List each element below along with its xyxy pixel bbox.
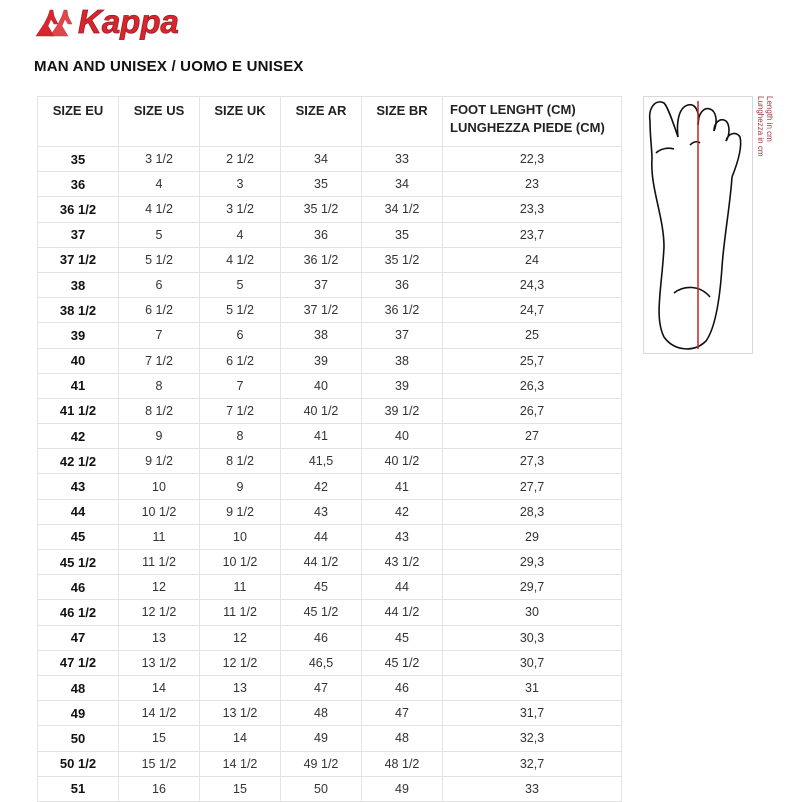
cell-size-us: 7: [119, 323, 200, 348]
cell-size-us: 6: [119, 272, 200, 297]
cell-size-br: 40 1/2: [362, 449, 443, 474]
table-row: [38, 449, 622, 474]
cell-foot-length: 23: [443, 172, 622, 197]
header-size-eu: SIZE EU: [38, 97, 119, 147]
cell-size-ar: 49 1/2: [281, 751, 362, 776]
cell-foot-length: 23,7: [443, 222, 622, 247]
cell-size-uk: 5: [200, 272, 281, 297]
cell-size-eu: 41: [38, 373, 119, 398]
header-size-us: SIZE US: [119, 97, 200, 147]
cell-foot-length: 27,7: [443, 474, 622, 499]
cell-size-ar: 34: [281, 147, 362, 172]
header-foot-length: [443, 97, 622, 147]
table-row: [38, 222, 622, 247]
cell-size-uk: 3 1/2: [200, 197, 281, 222]
cell-size-ar: 36 1/2: [281, 247, 362, 272]
cell-size-br: 43 1/2: [362, 550, 443, 575]
table-row: [38, 776, 622, 801]
cell-foot-length: 31: [443, 675, 622, 700]
cell-size-ar: 46,5: [281, 650, 362, 675]
cell-size-eu: 50: [38, 726, 119, 751]
cell-size-us: 15 1/2: [119, 751, 200, 776]
cell-size-br: 46: [362, 675, 443, 700]
cell-size-us: 11 1/2: [119, 550, 200, 575]
cell-size-eu: 48: [38, 675, 119, 700]
cell-size-us: 14 1/2: [119, 701, 200, 726]
cell-foot-length: 30: [443, 600, 622, 625]
cell-foot-length: 22,3: [443, 147, 622, 172]
table-row: [38, 147, 622, 172]
cell-size-us: 9 1/2: [119, 449, 200, 474]
cell-foot-length: 27,3: [443, 449, 622, 474]
cell-foot-length: 30,7: [443, 650, 622, 675]
table-row: [38, 675, 622, 700]
cell-size-us: 12 1/2: [119, 600, 200, 625]
cell-size-uk: 6 1/2: [200, 348, 281, 373]
cell-size-uk: 10: [200, 524, 281, 549]
cell-size-us: 10 1/2: [119, 499, 200, 524]
cell-size-us: 5: [119, 222, 200, 247]
table-row: [38, 197, 622, 222]
cell-size-eu: 51: [38, 776, 119, 801]
table-row: [38, 650, 622, 675]
table-row: [38, 550, 622, 575]
cell-size-ar: 35: [281, 172, 362, 197]
cell-size-br: 35: [362, 222, 443, 247]
cell-size-ar: 44 1/2: [281, 550, 362, 575]
cell-size-uk: 8: [200, 424, 281, 449]
cell-size-eu: 39: [38, 323, 119, 348]
header-foot-length-it: LUNGHEZZA PIEDE (CM): [450, 120, 605, 135]
cell-size-br: 41: [362, 474, 443, 499]
table-row: [38, 172, 622, 197]
cell-foot-length: 26,3: [443, 373, 622, 398]
table-row: [38, 373, 622, 398]
cell-size-uk: 13: [200, 675, 281, 700]
cell-size-ar: 43: [281, 499, 362, 524]
cell-foot-length: 29,7: [443, 575, 622, 600]
cell-size-ar: 37 1/2: [281, 298, 362, 323]
header-size-uk: SIZE UK: [200, 97, 281, 147]
cell-foot-length: 33: [443, 776, 622, 801]
cell-size-uk: 5 1/2: [200, 298, 281, 323]
cell-size-uk: 7 1/2: [200, 398, 281, 423]
cell-size-eu: 44: [38, 499, 119, 524]
cell-size-us: 9: [119, 424, 200, 449]
cell-size-uk: 11: [200, 575, 281, 600]
cell-foot-length: 23,3: [443, 197, 622, 222]
cell-size-ar: 40: [281, 373, 362, 398]
cell-size-us: 4 1/2: [119, 197, 200, 222]
table-row: [38, 751, 622, 776]
cell-foot-length: 29: [443, 524, 622, 549]
cell-size-us: 8 1/2: [119, 398, 200, 423]
cell-size-eu: 40: [38, 348, 119, 373]
cell-size-eu: 46: [38, 575, 119, 600]
cell-size-br: 36 1/2: [362, 298, 443, 323]
cell-size-uk: 2 1/2: [200, 147, 281, 172]
cell-foot-length: 31,7: [443, 701, 622, 726]
cell-size-br: 45 1/2: [362, 650, 443, 675]
cell-size-us: 14: [119, 675, 200, 700]
cell-foot-length: 24,3: [443, 272, 622, 297]
cell-foot-length: 32,3: [443, 726, 622, 751]
cell-foot-length: 25: [443, 323, 622, 348]
cell-size-us: 6 1/2: [119, 298, 200, 323]
header-size-br: SIZE BR: [362, 97, 443, 147]
cell-size-br: 34 1/2: [362, 197, 443, 222]
cell-size-br: 35 1/2: [362, 247, 443, 272]
cell-size-ar: 41: [281, 424, 362, 449]
table-row: [38, 625, 622, 650]
cell-size-ar: 40 1/2: [281, 398, 362, 423]
cell-foot-length: 27: [443, 424, 622, 449]
cell-size-eu: 37 1/2: [38, 247, 119, 272]
cell-size-br: 38: [362, 348, 443, 373]
table-row: [38, 474, 622, 499]
cell-size-us: 3 1/2: [119, 147, 200, 172]
cell-size-uk: 9: [200, 474, 281, 499]
foot-outline-icon: [644, 97, 752, 353]
kappa-logo: [34, 2, 264, 40]
table-row: [38, 323, 622, 348]
foot-measure-label: [756, 96, 774, 156]
cell-size-uk: 12: [200, 625, 281, 650]
cell-size-eu: 38: [38, 272, 119, 297]
cell-size-ar: 49: [281, 726, 362, 751]
cell-size-eu: 35: [38, 147, 119, 172]
header-foot-length-en: FOOT LENGHT (CM): [450, 102, 576, 117]
cell-size-uk: 14 1/2: [200, 751, 281, 776]
size-chart-table: [37, 96, 622, 802]
cell-foot-length: 24: [443, 247, 622, 272]
cell-size-eu: 43: [38, 474, 119, 499]
cell-size-uk: 8 1/2: [200, 449, 281, 474]
cell-size-us: 5 1/2: [119, 247, 200, 272]
table-row: [38, 247, 622, 272]
table-row: [38, 701, 622, 726]
cell-size-br: 40: [362, 424, 443, 449]
cell-size-uk: 3: [200, 172, 281, 197]
cell-size-eu: 47 1/2: [38, 650, 119, 675]
cell-size-us: 10: [119, 474, 200, 499]
cell-size-ar: 39: [281, 348, 362, 373]
cell-size-ar: 44: [281, 524, 362, 549]
cell-size-us: 12: [119, 575, 200, 600]
table-row: [38, 424, 622, 449]
cell-size-eu: 42 1/2: [38, 449, 119, 474]
cell-foot-length: 30,3: [443, 625, 622, 650]
cell-size-ar: 48: [281, 701, 362, 726]
cell-size-br: 48: [362, 726, 443, 751]
cell-size-us: 16: [119, 776, 200, 801]
cell-size-us: 15: [119, 726, 200, 751]
header-size-ar: SIZE AR: [281, 97, 362, 147]
foot-diagram: [643, 96, 753, 354]
cell-size-us: 8: [119, 373, 200, 398]
cell-size-uk: 11 1/2: [200, 600, 281, 625]
cell-foot-length: 28,3: [443, 499, 622, 524]
cell-size-ar: 45 1/2: [281, 600, 362, 625]
cell-size-br: 42: [362, 499, 443, 524]
page-subtitle: MAN AND UNISEX / UOMO E UNISEX: [34, 58, 304, 75]
cell-size-eu: 38 1/2: [38, 298, 119, 323]
cell-size-uk: 13 1/2: [200, 701, 281, 726]
cell-size-uk: 12 1/2: [200, 650, 281, 675]
cell-size-ar: 47: [281, 675, 362, 700]
svg-text:Kappa: Kappa: [78, 3, 179, 40]
cell-size-ar: 36: [281, 222, 362, 247]
cell-size-ar: 50: [281, 776, 362, 801]
cell-foot-length: 32,7: [443, 751, 622, 776]
cell-size-eu: 45: [38, 524, 119, 549]
cell-size-uk: 14: [200, 726, 281, 751]
cell-size-ar: 46: [281, 625, 362, 650]
table-row: [38, 272, 622, 297]
cell-size-ar: 41,5: [281, 449, 362, 474]
cell-size-br: 49: [362, 776, 443, 801]
cell-size-us: 7 1/2: [119, 348, 200, 373]
table-header-row: [38, 97, 622, 147]
cell-size-ar: 37: [281, 272, 362, 297]
foot-measure-label-it: Lunghezza in cm: [756, 96, 765, 157]
cell-size-br: 47: [362, 701, 443, 726]
cell-size-us: 13: [119, 625, 200, 650]
cell-size-us: 4: [119, 172, 200, 197]
cell-size-br: 39: [362, 373, 443, 398]
cell-size-eu: 46 1/2: [38, 600, 119, 625]
cell-size-ar: 45: [281, 575, 362, 600]
cell-size-eu: 36 1/2: [38, 197, 119, 222]
table-row: [38, 600, 622, 625]
cell-foot-length: 24,7: [443, 298, 622, 323]
cell-size-uk: 4: [200, 222, 281, 247]
cell-size-br: 33: [362, 147, 443, 172]
cell-size-eu: 47: [38, 625, 119, 650]
cell-size-eu: 42: [38, 424, 119, 449]
cell-size-br: 37: [362, 323, 443, 348]
cell-size-uk: 10 1/2: [200, 550, 281, 575]
cell-size-uk: 6: [200, 323, 281, 348]
table-row: [38, 499, 622, 524]
cell-size-br: 48 1/2: [362, 751, 443, 776]
table-row: [38, 298, 622, 323]
cell-size-ar: 38: [281, 323, 362, 348]
cell-foot-length: 26,7: [443, 398, 622, 423]
cell-size-us: 11: [119, 524, 200, 549]
cell-size-uk: 9 1/2: [200, 499, 281, 524]
cell-size-eu: 41 1/2: [38, 398, 119, 423]
cell-size-uk: 15: [200, 776, 281, 801]
cell-size-ar: 35 1/2: [281, 197, 362, 222]
cell-size-br: 44: [362, 575, 443, 600]
cell-size-uk: 7: [200, 373, 281, 398]
table-row: [38, 348, 622, 373]
table-row: [38, 524, 622, 549]
cell-size-uk: 4 1/2: [200, 247, 281, 272]
cell-size-eu: 37: [38, 222, 119, 247]
cell-size-br: 39 1/2: [362, 398, 443, 423]
cell-size-us: 13 1/2: [119, 650, 200, 675]
kappa-omini-icon: [34, 2, 264, 40]
table-row: [38, 575, 622, 600]
cell-size-eu: 50 1/2: [38, 751, 119, 776]
cell-size-eu: 36: [38, 172, 119, 197]
cell-size-ar: 42: [281, 474, 362, 499]
cell-size-br: 43: [362, 524, 443, 549]
foot-measure-label-en: Length in cm: [765, 96, 774, 142]
cell-size-eu: 49: [38, 701, 119, 726]
cell-size-br: 36: [362, 272, 443, 297]
cell-foot-length: 25,7: [443, 348, 622, 373]
cell-size-br: 45: [362, 625, 443, 650]
table-row: [38, 398, 622, 423]
cell-foot-length: 29,3: [443, 550, 622, 575]
cell-size-eu: 45 1/2: [38, 550, 119, 575]
table-row: [38, 726, 622, 751]
cell-size-br: 44 1/2: [362, 600, 443, 625]
cell-size-br: 34: [362, 172, 443, 197]
